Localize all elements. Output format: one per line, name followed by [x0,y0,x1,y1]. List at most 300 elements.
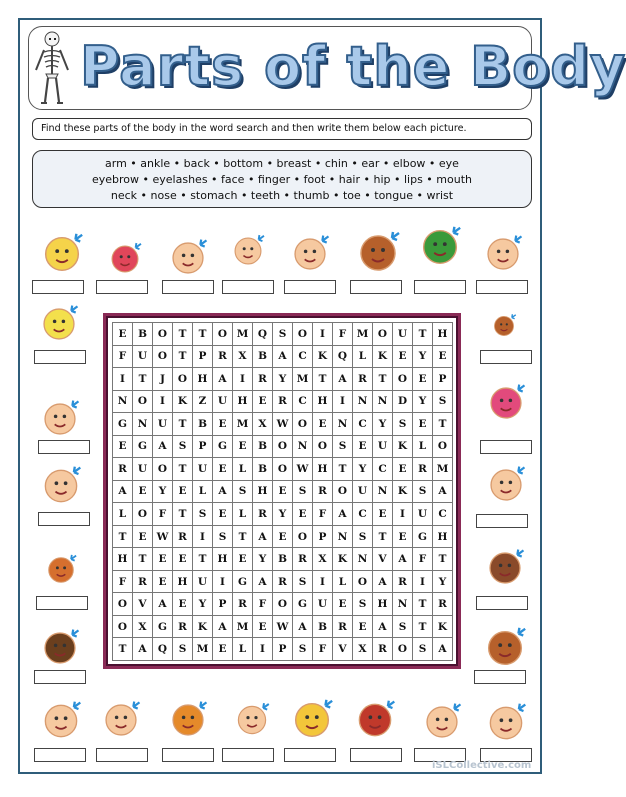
grid-cell[interactable]: U [193,571,213,594]
grid-cell[interactable]: C [293,391,313,414]
answer-box[interactable] [96,748,148,762]
grid-cell[interactable]: S [293,481,313,504]
grid-cell[interactable]: T [413,616,433,639]
grid-cell[interactable]: B [253,458,273,481]
answer-box[interactable] [480,350,532,364]
worksheet-title: Parts of the Body [80,35,626,98]
woman-breast-icon [286,696,338,744]
grid-cell[interactable]: O [133,391,153,414]
grid-cell[interactable]: S [353,593,373,616]
grid-cell[interactable]: R [413,458,433,481]
grid-cell[interactable]: W [273,616,293,639]
grid-cell[interactable]: A [373,571,393,594]
grid-cell[interactable]: T [173,346,193,369]
grid-cell[interactable]: E [253,616,273,639]
grid-cell[interactable]: U [133,346,153,369]
grid-cell[interactable]: R [433,593,453,616]
grid-cell[interactable]: T [333,458,353,481]
grid-cell[interactable]: N [293,436,313,459]
grid-cell[interactable]: R [233,593,253,616]
grid-cell[interactable]: T [433,548,453,571]
grid-cell[interactable]: Y [273,503,293,526]
grid-cell[interactable]: A [253,526,273,549]
grid-cell[interactable]: E [173,593,193,616]
grid-cell[interactable]: G [233,571,253,594]
word-list-line: neck • nose • stomach • teeth • thumb • toe • tongue • wrist [110,189,454,202]
grid-cell[interactable]: R [393,571,413,594]
grid-cell[interactable]: H [433,323,453,346]
grid-cell[interactable]: V [373,548,393,571]
grid-cell[interactable]: I [253,638,273,661]
boy-chin-icon [350,228,406,278]
grid-cell[interactable]: M [293,368,313,391]
grid-cell[interactable]: E [213,458,233,481]
grid-cell[interactable]: A [213,368,233,391]
grid-cell[interactable]: O [153,458,173,481]
grid-cell[interactable]: Y [253,548,273,571]
grid-cell[interactable]: N [353,391,373,414]
grid-cell[interactable]: R [213,346,233,369]
grid-cell[interactable]: O [153,346,173,369]
grid-cell[interactable]: A [393,548,413,571]
grid-cell[interactable]: A [273,346,293,369]
grid-cell[interactable]: J [153,368,173,391]
grid-cell[interactable]: E [113,436,133,459]
grid-cell[interactable]: V [333,638,353,661]
grid-cell[interactable]: I [153,391,173,414]
answer-box[interactable] [162,748,214,762]
grid-cell[interactable]: N [333,413,353,436]
mouth-icon [484,372,528,434]
grid-cell[interactable]: Z [193,391,213,414]
grid-cell[interactable]: F [313,638,333,661]
grid-cell[interactable]: S [333,436,353,459]
grid-cell[interactable]: E [413,368,433,391]
grid-cell[interactable]: O [273,436,293,459]
grid-cell[interactable]: U [193,458,213,481]
grid-cell[interactable]: S [413,481,433,504]
grid-cell[interactable]: G [413,526,433,549]
answer-box[interactable] [38,512,90,526]
grid-cell[interactable]: T [113,526,133,549]
wrist-icon [36,698,86,744]
grid-cell[interactable]: E [273,526,293,549]
grid-cell[interactable]: F [153,503,173,526]
boy-face-icon [352,696,398,744]
grid-cell[interactable]: G [113,413,133,436]
grid-cell[interactable]: N [333,526,353,549]
grid-cell[interactable]: K [333,548,353,571]
tongue-icon [34,302,84,346]
grid-cell[interactable]: O [333,481,353,504]
grid-cell[interactable]: O [113,616,133,639]
grid-cell[interactable]: A [113,481,133,504]
grid-cell[interactable]: T [173,503,193,526]
grid-cell[interactable]: O [293,526,313,549]
grid-cell[interactable]: P [193,436,213,459]
grid-cell[interactable]: L [233,458,253,481]
answer-box[interactable] [284,748,336,762]
answer-box[interactable] [222,280,274,294]
grid-cell[interactable]: I [313,571,333,594]
answer-box[interactable] [32,280,84,294]
grid-cell[interactable]: K [193,616,213,639]
answer-box[interactable] [474,670,526,684]
grid-cell[interactable]: I [313,323,333,346]
answer-box[interactable] [284,280,336,294]
grid-cell[interactable]: W [273,413,293,436]
grid-cell[interactable]: H [253,481,273,504]
grid-cell[interactable]: T [193,548,213,571]
answer-box[interactable] [38,440,90,454]
grid-cell[interactable]: B [253,436,273,459]
grid-cell[interactable]: U [153,413,173,436]
grid-cell[interactable]: O [213,323,233,346]
grid-cell[interactable]: T [133,548,153,571]
grid-cell[interactable]: E [173,481,193,504]
grid-cell[interactable]: M [233,323,253,346]
grid-cell[interactable]: T [173,413,193,436]
grid-cell[interactable]: M [233,616,253,639]
grid-cell[interactable]: B [133,323,153,346]
grid-cell[interactable]: E [413,413,433,436]
grid-cell[interactable]: Y [433,571,453,594]
lips-icon [96,240,154,278]
grid-cell[interactable]: E [213,638,233,661]
grid-cell[interactable]: R [133,571,153,594]
grid-cell[interactable]: K [433,616,453,639]
grid-cell[interactable]: G [293,593,313,616]
grid-cell[interactable]: R [313,481,333,504]
grid-cell[interactable]: R [273,571,293,594]
word-list-line: eyebrow • eyelashes • face • finger • foot • hair • hip • lips • mouth [91,173,472,186]
grid-cell[interactable]: E [393,526,413,549]
grid-cell[interactable]: E [133,526,153,549]
grid-cell[interactable]: L [413,436,433,459]
grid-cell[interactable]: C [433,503,453,526]
grid-cell[interactable]: F [253,593,273,616]
grid-cell[interactable]: R [253,368,273,391]
grid-cell[interactable]: T [413,323,433,346]
grid-cell[interactable]: Q [253,323,273,346]
grid-cell[interactable]: C [353,503,373,526]
grid-cell[interactable]: S [293,638,313,661]
grid-cell[interactable]: R [373,638,393,661]
grid-cell[interactable]: R [273,391,293,414]
grid-cell[interactable]: N [133,413,153,436]
grid-cell[interactable]: G [213,436,233,459]
grid-cell[interactable]: B [253,346,273,369]
grid-cell[interactable]: K [373,346,393,369]
grid-cell[interactable]: S [213,526,233,549]
grid-cell[interactable]: T [133,368,153,391]
grid-cell[interactable]: E [313,413,333,436]
boy-neck-icon [478,312,530,340]
grid-cell[interactable]: H [173,571,193,594]
grid-cell[interactable]: L [113,503,133,526]
answer-box[interactable] [222,748,274,762]
grid-cell[interactable]: G [133,436,153,459]
grid-cell[interactable]: R [113,458,133,481]
grid-cell[interactable]: U [353,481,373,504]
grid-cell[interactable]: A [153,436,173,459]
grid-cell[interactable]: O [353,571,373,594]
grid-cell[interactable]: Y [413,346,433,369]
answer-box[interactable] [34,748,86,762]
grid-cell[interactable]: P [433,368,453,391]
grid-cell[interactable]: F [113,346,133,369]
grid-cell[interactable]: K [173,391,193,414]
grid-cell[interactable]: E [233,548,253,571]
answer-box[interactable] [476,514,528,528]
grid-cell[interactable]: U [373,436,393,459]
grid-cell[interactable]: X [253,413,273,436]
grid-cell[interactable]: R [293,548,313,571]
grid-cell[interactable]: O [273,593,293,616]
grid-cell[interactable]: H [233,391,253,414]
grid-cell[interactable]: O [113,593,133,616]
grid-cell[interactable]: L [333,571,353,594]
boy-nose-icon [480,624,530,672]
boy-hip-icon [416,218,464,276]
answer-box[interactable] [36,596,88,610]
grid-cell[interactable]: X [313,548,333,571]
grid-cell[interactable]: T [173,323,193,346]
grid-cell[interactable]: S [433,391,453,414]
grid-cell[interactable]: C [293,346,313,369]
grid-cell[interactable]: Q [333,346,353,369]
grid-cell[interactable]: E [153,571,173,594]
grid-cell[interactable]: T [173,458,193,481]
grid-cell[interactable]: F [333,323,353,346]
grid-cell[interactable]: A [373,616,393,639]
grid-cell[interactable]: P [213,593,233,616]
grid-cell[interactable]: N [113,391,133,414]
grid-cell[interactable]: S [173,638,193,661]
grid-cell[interactable]: K [313,346,333,369]
grid-cell[interactable]: X [353,638,373,661]
grid-cell[interactable]: N [353,548,373,571]
grid-cell[interactable]: W [293,458,313,481]
grid-cell[interactable]: U [213,391,233,414]
grid-cell[interactable]: H [313,458,333,481]
grid-cell[interactable]: P [313,526,333,549]
grid-cell[interactable]: W [153,526,173,549]
grid-cell[interactable]: E [153,548,173,571]
grid-cell[interactable]: A [213,616,233,639]
grid-cell[interactable]: C [353,413,373,436]
grid-cell[interactable]: A [433,638,453,661]
grid-cell[interactable]: S [273,323,293,346]
boy-teeth-icon [482,546,528,590]
elbow-arm-icon [476,232,530,276]
word-list-line: arm • ankle • back • bottom • breast • chin • ear • elbow • eye [105,157,459,170]
grid-cell[interactable]: T [313,368,333,391]
grid-cell[interactable]: T [373,526,393,549]
grid-cell[interactable]: E [353,436,373,459]
grid-cell[interactable]: L [353,346,373,369]
grid-cell[interactable]: Y [193,593,213,616]
grid-cell[interactable]: N [373,391,393,414]
grid-cell[interactable]: Y [153,481,173,504]
grid-cell[interactable]: X [133,616,153,639]
grid-cell[interactable]: B [273,548,293,571]
grid-cell[interactable]: O [273,458,293,481]
grid-cell[interactable]: E [133,481,153,504]
grid-cell[interactable]: R [173,616,193,639]
grid-cell[interactable]: L [233,638,253,661]
grid-cell[interactable]: I [113,368,133,391]
grid-cell[interactable]: P [193,346,213,369]
grid-cell[interactable]: B [193,413,213,436]
grid-cell[interactable]: N [373,481,393,504]
grid-cell[interactable]: T [433,413,453,436]
grid-cell[interactable]: B [313,616,333,639]
grid-cell[interactable]: Q [153,638,173,661]
answer-box[interactable] [162,280,214,294]
grid-cell[interactable]: O [313,436,333,459]
grid-cell[interactable]: O [373,323,393,346]
answer-box[interactable] [480,440,532,454]
grid-cell[interactable]: D [393,391,413,414]
grid-cell[interactable]: T [233,526,253,549]
word-search-grid [103,313,461,669]
grid-cell[interactable]: M [353,323,373,346]
answer-box[interactable] [476,596,528,610]
grid-cell[interactable]: E [113,323,133,346]
grid-cell[interactable]: A [253,571,273,594]
grid-cell[interactable]: S [293,571,313,594]
grid-cell[interactable]: U [313,593,333,616]
grid-cell[interactable]: H [113,548,133,571]
grid-cell[interactable]: R [353,368,373,391]
watermark: iSLCollective.com [432,760,532,771]
grid-cell[interactable]: I [413,571,433,594]
grid-cell[interactable]: Y [353,458,373,481]
grid-cell[interactable]: H [433,526,453,549]
grid-cell[interactable]: E [393,458,413,481]
grid-cell[interactable]: S [393,616,413,639]
grid-cell[interactable]: E [333,593,353,616]
grid-cell[interactable]: C [373,458,393,481]
grid-cell[interactable]: T [113,638,133,661]
grid-cell[interactable]: F [413,548,433,571]
grid-cell[interactable]: E [233,436,253,459]
grid-cell[interactable]: R [173,526,193,549]
grid-cell[interactable]: T [413,593,433,616]
grid-cell[interactable]: O [173,368,193,391]
grid-cell[interactable]: M [433,458,453,481]
grid-cell[interactable]: F [313,503,333,526]
grid-cell[interactable]: T [373,368,393,391]
grid-cell[interactable]: H [193,368,213,391]
grid-cell[interactable]: O [393,638,413,661]
grid-cell[interactable]: X [233,346,253,369]
grid-cell[interactable]: A [133,638,153,661]
grid-cell[interactable]: E [433,346,453,369]
answer-box[interactable] [350,748,402,762]
grid-cell[interactable]: I [193,526,213,549]
grid-cell[interactable]: A [213,481,233,504]
grid-cell[interactable]: Y [373,413,393,436]
grid-cell[interactable]: U [413,503,433,526]
grid-cell[interactable]: G [153,616,173,639]
grid-cell[interactable]: I [233,368,253,391]
eyes-eyebrow-icon [218,232,278,270]
grid-cell[interactable]: S [233,481,253,504]
grid-cell[interactable]: E [173,548,193,571]
grid-cell[interactable]: M [233,413,253,436]
answer-box[interactable] [350,280,402,294]
word-list-box [32,150,532,208]
grid-cell[interactable]: M [193,638,213,661]
answer-box[interactable] [96,280,148,294]
answer-box[interactable] [34,350,86,364]
grid-cell[interactable]: A [433,481,453,504]
grid-cell[interactable]: N [393,593,413,616]
grid-cell[interactable]: A [333,503,353,526]
grid-cell[interactable]: E [393,346,413,369]
grid-cell[interactable]: R [253,503,273,526]
grid-cell[interactable]: K [393,481,413,504]
grid-cell[interactable]: O [133,503,153,526]
grid-cell[interactable]: A [333,368,353,391]
grid-cell[interactable]: A [153,593,173,616]
grid-cell[interactable]: O [293,413,313,436]
grid-cell[interactable]: Y [413,391,433,414]
grid-cell[interactable]: E [213,503,233,526]
grid-cell[interactable]: H [313,391,333,414]
grid-cell[interactable]: O [393,368,413,391]
grid-cell[interactable]: P [273,638,293,661]
grid-cell[interactable]: E [253,391,273,414]
grid-cell[interactable]: S [173,436,193,459]
answer-box[interactable] [34,670,86,684]
grid-cell[interactable]: S [413,638,433,661]
grid-cell[interactable]: K [393,436,413,459]
grid-cell[interactable]: E [213,413,233,436]
grid-cell[interactable]: T [193,323,213,346]
grid-cell[interactable]: E [373,503,393,526]
grid-cell[interactable]: R [333,616,353,639]
grid-cell[interactable]: A [293,616,313,639]
grid-cell[interactable]: S [393,413,413,436]
grid-cell[interactable]: H [373,593,393,616]
grid-cell[interactable]: F [113,571,133,594]
grid-cell[interactable]: H [213,548,233,571]
grid-cell[interactable]: I [333,391,353,414]
grid-cell[interactable]: O [293,323,313,346]
answer-box[interactable] [414,280,466,294]
grid-cell[interactable]: E [293,503,313,526]
grid-cell[interactable]: O [433,436,453,459]
grid-cell[interactable]: L [233,503,253,526]
grid-cell[interactable]: U [133,458,153,481]
answer-box[interactable] [476,280,528,294]
grid-cell[interactable]: O [153,323,173,346]
grid-cell[interactable]: I [393,503,413,526]
grid-cell[interactable]: E [353,616,373,639]
grid-cell[interactable]: Y [273,368,293,391]
boy-ear-icon [36,626,84,670]
grid-cell[interactable]: L [193,481,213,504]
grid-cell[interactable]: V [133,593,153,616]
grid-cell[interactable]: S [193,503,213,526]
grid-cell[interactable]: U [393,323,413,346]
grid-cell[interactable]: S [353,526,373,549]
grid-cell[interactable]: E [273,481,293,504]
grid-cell[interactable]: I [213,571,233,594]
